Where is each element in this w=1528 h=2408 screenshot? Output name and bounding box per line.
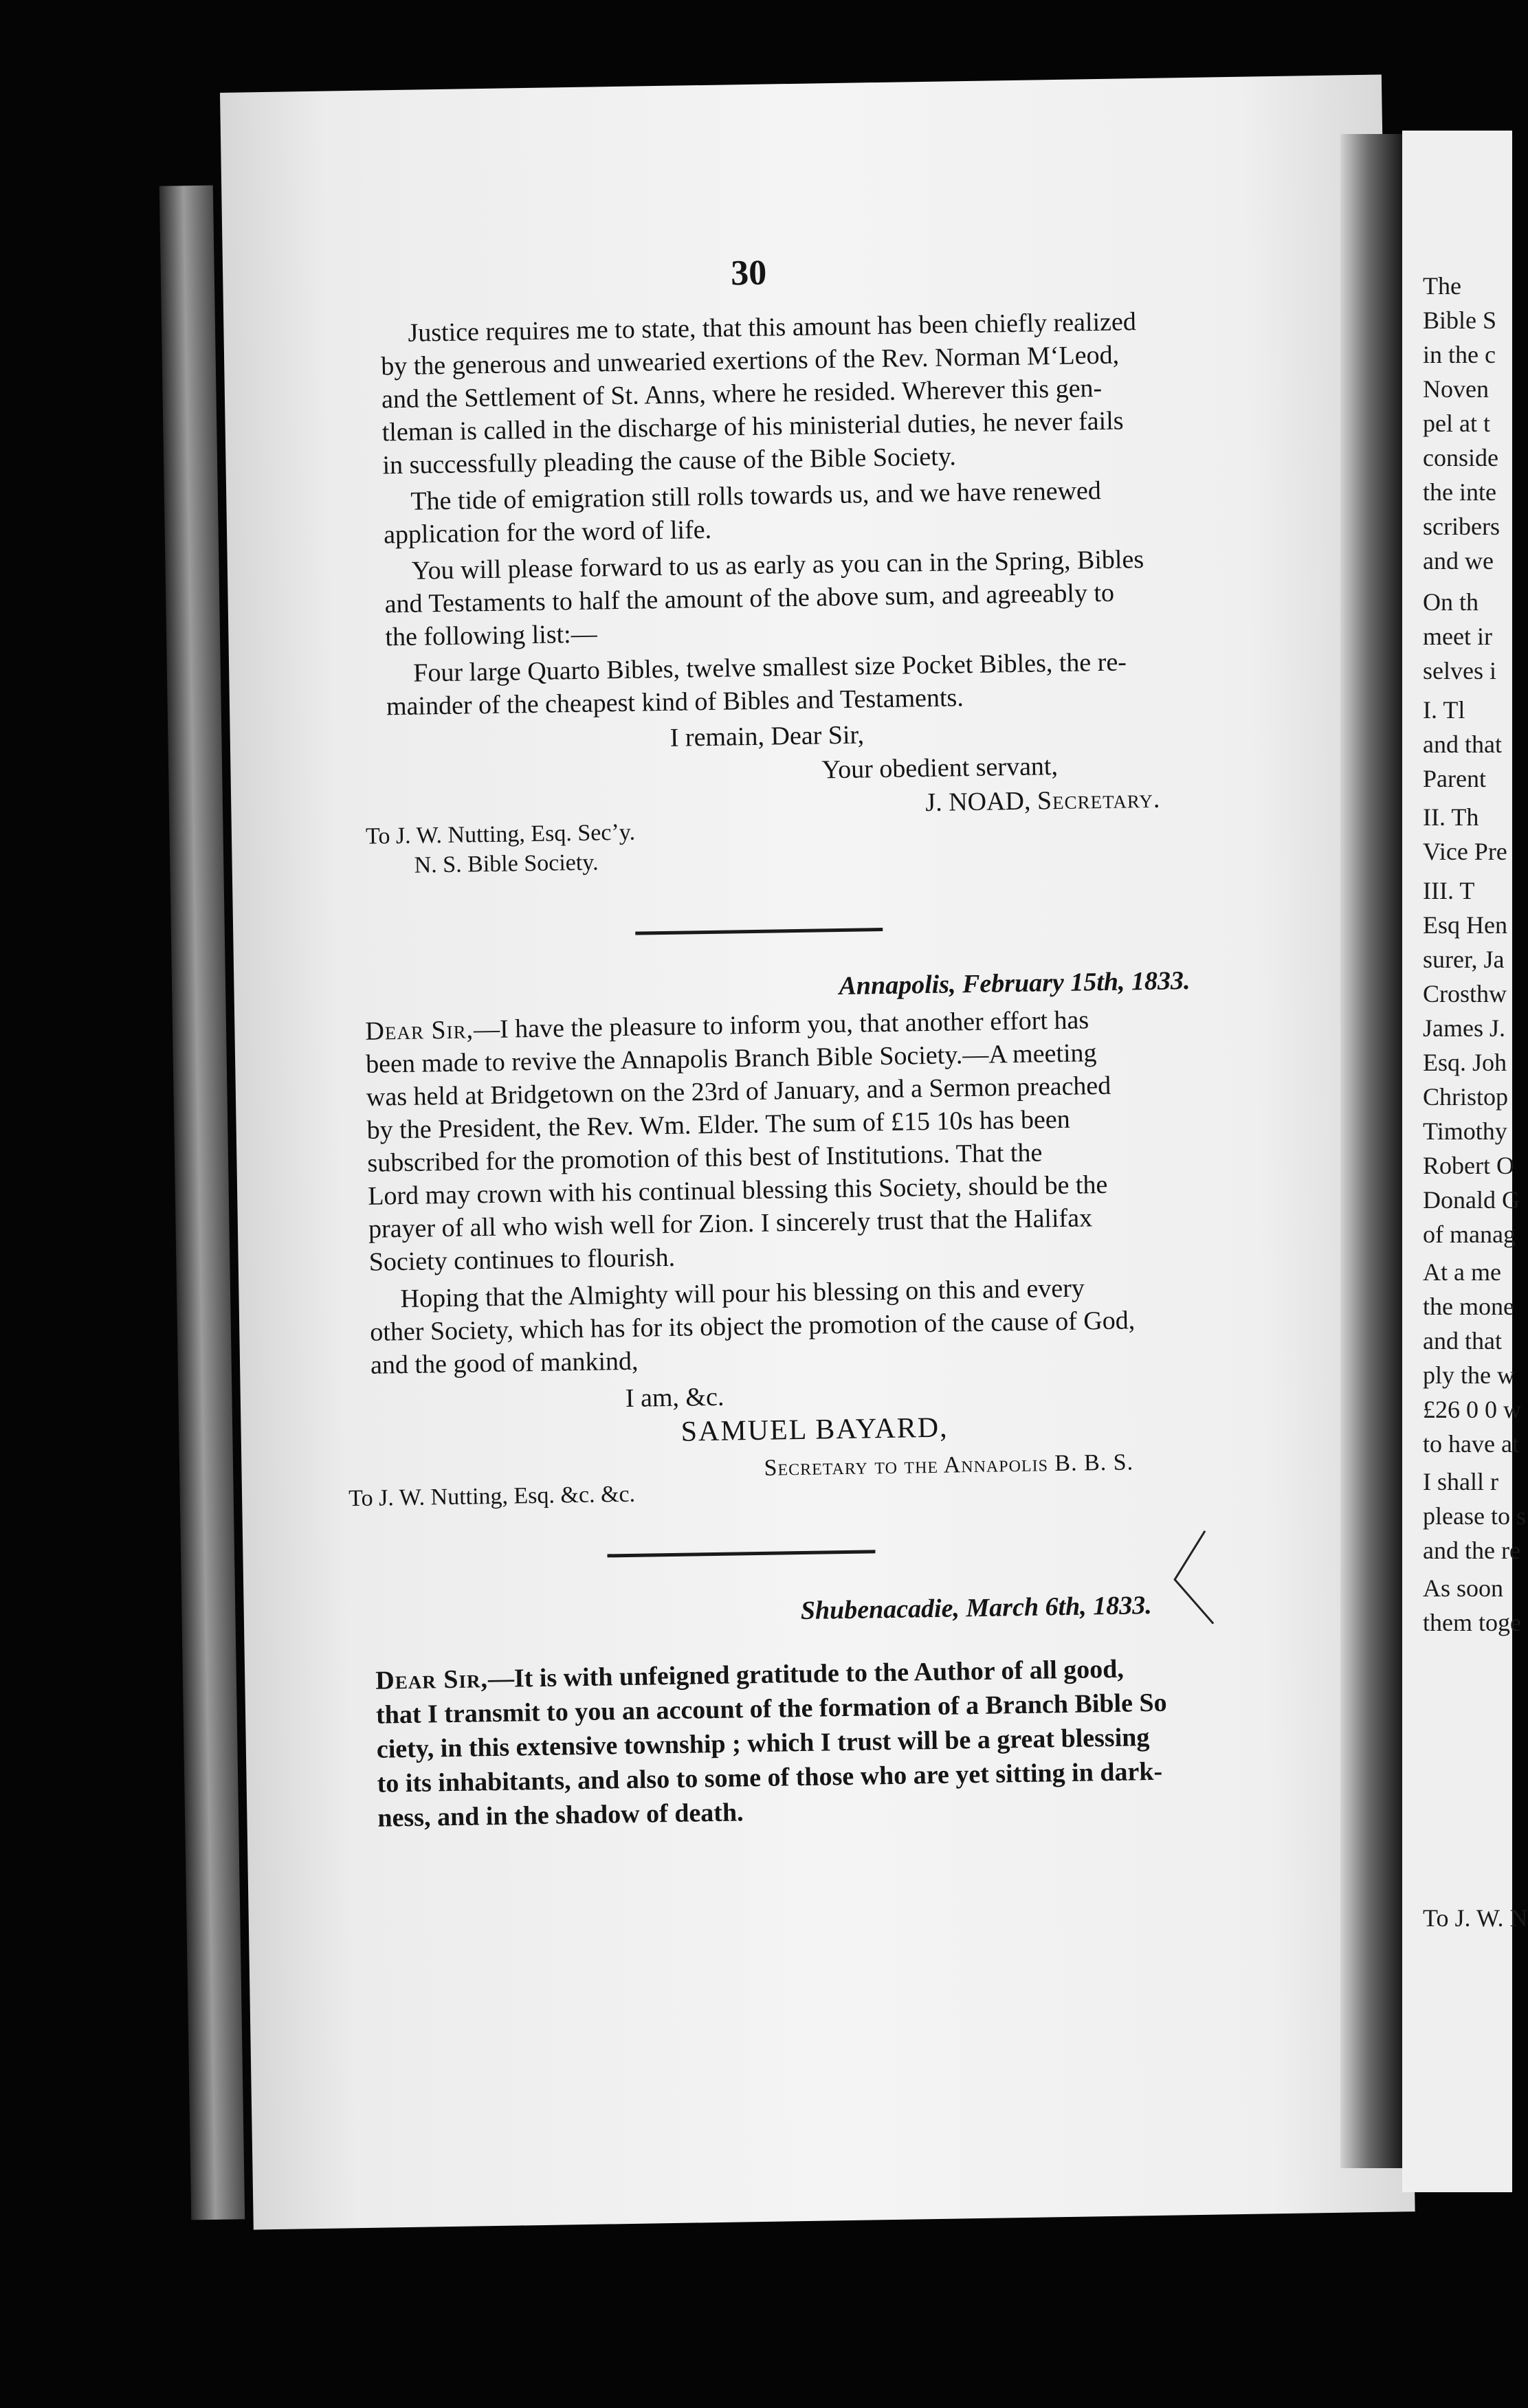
text-line: Society continues to flourish.	[368, 1242, 676, 1277]
text-line: and the Settlement of St. Anns, where he resided. Wherever this gen-	[381, 373, 1103, 414]
text-line: Lord may crown with his continual blessing this Society, should be the	[367, 1170, 1108, 1211]
closing-line: Your obedient servant,	[821, 751, 1059, 785]
signature-name: J. NOAD,	[925, 786, 1031, 818]
text-line: to its inhabitants, and also to some of those who are yet sitting in dark-	[377, 1757, 1163, 1798]
right-page-line: I. Tl	[1423, 696, 1465, 724]
right-page-line: and that	[1423, 731, 1502, 758]
right-page-line: The	[1423, 272, 1461, 300]
text-span: —It is with unfeigned gratitude to the Author of all good,	[487, 1654, 1125, 1694]
text-line: and the good of mankind,	[370, 1346, 639, 1380]
right-page-line: Crosthw	[1423, 980, 1507, 1007]
right-page-line: to have at	[1423, 1430, 1519, 1458]
text-line: by the generous and unwearied exertions of the Rev. Norman M‘Leod,	[380, 340, 1120, 381]
text-line: the following list:—	[385, 619, 597, 652]
text-line: by the President, the Rev. Wm. Elder. The sum of £15 10s has been	[366, 1104, 1070, 1145]
right-page-line: ply the w	[1423, 1361, 1515, 1389]
signature	[925, 783, 1161, 819]
right-page-line: surer, Ja	[1423, 946, 1505, 973]
right-page-line: II. Th	[1423, 803, 1479, 831]
text-line: Justice requires me to state, that this amount has been chiefly realized	[408, 307, 1137, 348]
right-page-line: Vice Pre	[1423, 838, 1507, 865]
signature-name: SAMUEL BAYARD,	[680, 1412, 949, 1448]
text-line: in successfully pleading the cause of the Bible Society.	[382, 442, 957, 480]
left-page	[220, 74, 1415, 2229]
right-page-line: At a me	[1423, 1258, 1501, 1286]
text-line: subscribed for the promotion of this best of Institutions. That the	[367, 1138, 1043, 1178]
text-line: Hoping that the Almighty will pour his blessing on this and every	[400, 1273, 1085, 1314]
right-page-line: pel at t	[1423, 410, 1490, 437]
section-rule	[607, 1550, 875, 1557]
right-page-line: the mone	[1423, 1293, 1514, 1320]
text-line: prayer of all who wish well for Zion. I sincerely trust that the Halifax	[368, 1203, 1093, 1244]
addressee-line: N. S. Bible Society.	[414, 849, 599, 878]
right-page-line: Parent	[1423, 765, 1486, 792]
text-line: You will please forward to us as early as you can in the Spring, Bibles	[411, 544, 1144, 586]
right-page-line: Noven	[1423, 375, 1489, 403]
right-page-line: £26 0 0 w	[1423, 1396, 1521, 1423]
right-page-line: and we	[1423, 547, 1494, 575]
right-page-line: selves i	[1423, 657, 1496, 684]
text-line: mainder of the cheapest kind of Bibles and Testaments.	[386, 683, 964, 722]
right-page-line: conside	[1423, 444, 1498, 471]
text-line: ness, and in the shadow of death.	[377, 1798, 744, 1833]
right-page-line: scribers	[1423, 513, 1500, 540]
right-page-line: of manag	[1423, 1220, 1516, 1248]
text-line: The tide of emigration still rolls towards us, and we have renewed	[410, 476, 1102, 516]
right-page-line: III. T	[1423, 877, 1475, 904]
text-line: tleman is called in the discharge of his ministerial duties, he never fails	[381, 406, 1124, 447]
salutation: Dear Sir,	[365, 1015, 474, 1046]
signature-title: Secretary.	[1037, 784, 1161, 816]
book-gutter	[1340, 134, 1402, 2168]
right-page-line: meet ir	[1423, 623, 1492, 650]
right-page-line: and the re	[1423, 1537, 1520, 1564]
text-line: and Testaments to half the amount of the above sum, and agreeably to	[384, 578, 1115, 619]
right-page-line: the inte	[1423, 478, 1496, 506]
right-page-fragment	[1402, 131, 1528, 2192]
text-line: other Society, which has for its object the promotion of the cause of God,	[370, 1306, 1136, 1347]
right-page-line: in the c	[1423, 341, 1496, 368]
text-line: application for the word of life.	[383, 515, 712, 550]
right-page-line: I shall r	[1423, 1468, 1498, 1495]
text-line: been made to revive the Annapolis Branch Bible Society.—A meeting	[365, 1038, 1097, 1079]
right-page-line: James J.	[1423, 1014, 1505, 1042]
right-page-line: Timothy	[1423, 1117, 1507, 1145]
addressee-line: To J. W. Nutting, Esq. &c. &c.	[348, 1481, 636, 1512]
closing-line: I remain, Dear Sir,	[669, 720, 865, 752]
right-page-line: Esq. Joh	[1423, 1049, 1507, 1076]
text-span: —I have the pleasure to inform you, that another effort has	[473, 1005, 1089, 1045]
right-page-line: On th	[1423, 588, 1479, 616]
right-page-line: Esq Hen	[1423, 911, 1507, 939]
addressee-line: To J. W. Nutting, Esq. Sec’y.	[365, 819, 636, 849]
page-number: 30	[730, 253, 767, 293]
signature-title: Secretary to the Annapolis B. B. S.	[764, 1449, 1134, 1481]
right-page-line: and that	[1423, 1327, 1502, 1354]
right-page-line: Christop	[1423, 1083, 1509, 1111]
right-page-line: please to s	[1423, 1502, 1526, 1530]
right-page-line: As soon	[1423, 1574, 1504, 1602]
closing-line: I am, &c.	[625, 1382, 724, 1413]
dateline: Annapolis, February 15th, 1833.	[839, 966, 1191, 1001]
text-line: ciety, in this extensive township ; which I trust will be a great blessing	[376, 1723, 1150, 1764]
pencil-mark	[1164, 1527, 1220, 1631]
text-line: that I transmit to you an account of the formation of a Branch Bible So	[375, 1688, 1167, 1730]
salutation: Dear Sir,	[375, 1664, 489, 1695]
dateline: Shubenacadie, March 6th, 1833.	[800, 1590, 1153, 1626]
text-line: Four large Quarto Bibles, twelve smallest size Pocket Bibles, the re-	[412, 647, 1127, 688]
right-page-line: them toge	[1423, 1609, 1521, 1636]
right-page-line: To J. W. N	[1423, 1904, 1528, 1932]
right-page-line: Bible S	[1423, 306, 1497, 334]
text-line: was held at Bridgetown on the 23rd of January, and a Sermon preached	[366, 1071, 1111, 1112]
right-page-line: Donald G	[1423, 1186, 1520, 1214]
right-page-line: Robert O	[1423, 1152, 1514, 1179]
section-rule	[635, 928, 883, 935]
